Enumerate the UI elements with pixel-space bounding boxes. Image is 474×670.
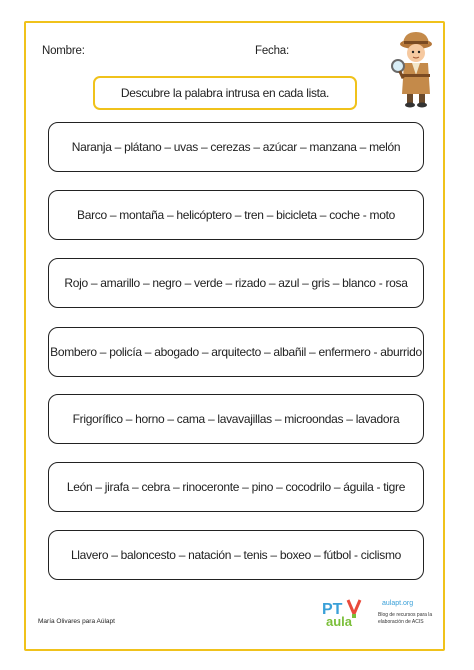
fecha-label: Fecha: xyxy=(255,45,289,57)
svg-text:PT: PT xyxy=(322,601,343,618)
word-list-5: Frigorífico – horno – cama – lavavajillas – microondas – lavadora xyxy=(48,394,424,444)
logo-site: aulapt.org xyxy=(382,600,414,607)
logo-tagline-2: elaboración de ACIS xyxy=(378,619,424,625)
word-list-3: Rojo – amarillo – negro – verde – rizado – azul – gris – blanco - rosa xyxy=(48,258,424,308)
word-list-6: León – jirafa – cebra – rinoceronte – pino – cocodrilo – águila - tigre xyxy=(48,462,424,512)
magnifying-glass-icon xyxy=(390,58,408,80)
word-list-2: Barco – montaña – helicóptero – tren – bicicleta – coche - moto xyxy=(48,190,424,240)
nombre-label: Nombre: xyxy=(42,45,85,57)
aula-logo xyxy=(320,596,438,636)
instruction-box: Descubre la palabra intrusa en cada lista. xyxy=(93,76,357,110)
word-list-1: Naranja – plátano – uvas – cerezas – azúcar – manzana – melón xyxy=(48,122,424,172)
word-list-7: Llavero – baloncesto – natación – tenis – boxeo – fútbol - ciclismo xyxy=(48,530,424,580)
logo-brand: aula xyxy=(326,614,353,629)
logo-tagline-1: Blog de recursos para la xyxy=(378,612,433,618)
word-list-4: Bombero – policía – abogado – arquitecto – albañil – enfermero - aburrido xyxy=(48,327,424,377)
footer-author: María Olivares para Aúlapt xyxy=(38,618,115,625)
detective-illustration xyxy=(392,30,442,108)
